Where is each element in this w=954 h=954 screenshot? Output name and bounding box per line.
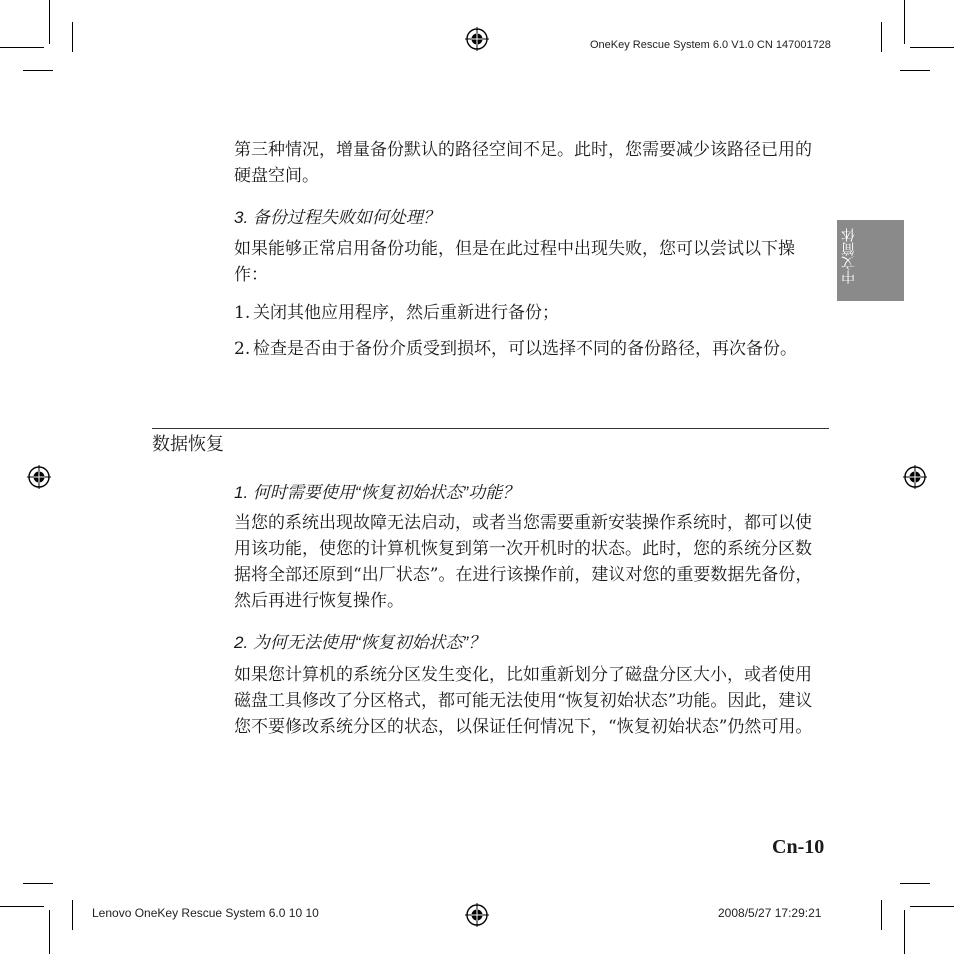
question-body: 当您的系统出现故障无法启动，或者当您需要重新安装操作系统时，都可以使用该功能，使您的计算机恢复到第一次开机时的状态。此时，您的系统分区数据将全部还原到“出厂状态”。在进行该操作前，建议对您的重要数据先备份，然后再进行恢复操作。 [234,513,813,611]
section-title: 数据恢复 [152,434,224,455]
question-title: 1. 何时需要使用“恢复初始状态”功能？ [234,483,520,502]
crop-mark-icon [910,906,954,907]
crop-mark-icon [0,47,44,48]
page-number: Cn-10 [772,836,825,858]
question-body: 如果能够正常启用备份功能，但是在此过程中出现失败，您可以尝试以下操作： [234,239,795,285]
crop-mark-icon [904,0,905,44]
registration-mark-icon [903,465,927,489]
question-title: 2. 为何无法使用“恢复初始状态”？ [234,633,486,652]
intro-paragraph [234,137,828,189]
list-number: 1. [234,303,251,323]
language-tab-label: 中文简体 [841,228,857,284]
list-item [234,300,828,326]
crop-mark-icon [900,70,930,71]
list-text: 检查是否由于备份介质受到损坏，可以选择不同的备份路径，再次备份。 [253,339,797,359]
crop-mark-icon [910,47,954,48]
registration-mark-icon [465,27,489,51]
intro-text: ，增量备份默认的路径空间不足。此时，您需要减少该路径已用的硬盘空间。 [234,140,812,186]
crop-mark-icon [49,910,50,954]
crop-mark-icon [900,883,930,884]
crop-mark-icon [72,22,73,52]
footer-file-info: Lenovo OneKey Rescue System 6.0 10 10 [92,906,319,920]
registration-mark-icon [27,465,51,489]
list-text: 关闭其他应用程序，然后重新进行备份； [253,303,559,323]
question-title: 3. 备份过程失败如何处理？ [234,208,440,227]
intro-lead: 第三种情况 [234,140,319,160]
crop-mark-icon [23,70,53,71]
crop-mark-icon [23,883,53,884]
list-item [234,336,828,362]
crop-mark-icon [0,906,44,907]
crop-mark-icon [881,900,882,930]
registration-mark-icon [465,903,489,927]
list-number: 2. [234,339,251,359]
crop-mark-icon [881,22,882,52]
crop-mark-icon [72,900,73,930]
footer-timestamp: 2008/5/27 17:29:21 [718,906,822,920]
crop-mark-icon [904,910,905,954]
section-divider [152,428,829,429]
question-body: 如果您计算机的系统分区发生变化，比如重新划分了磁盘分区大小，或者使用磁盘工具修改了分区格式，都可能无法使用“恢复初始状态”功能。因此，建议您不要修改系统分区的状态，以保证任何情况下，“恢复初始状态”仍然可用。 [234,665,813,737]
header-title: OneKey Rescue System 6.0 V1.0 CN 147001728 [590,39,831,51]
crop-mark-icon [49,0,50,44]
